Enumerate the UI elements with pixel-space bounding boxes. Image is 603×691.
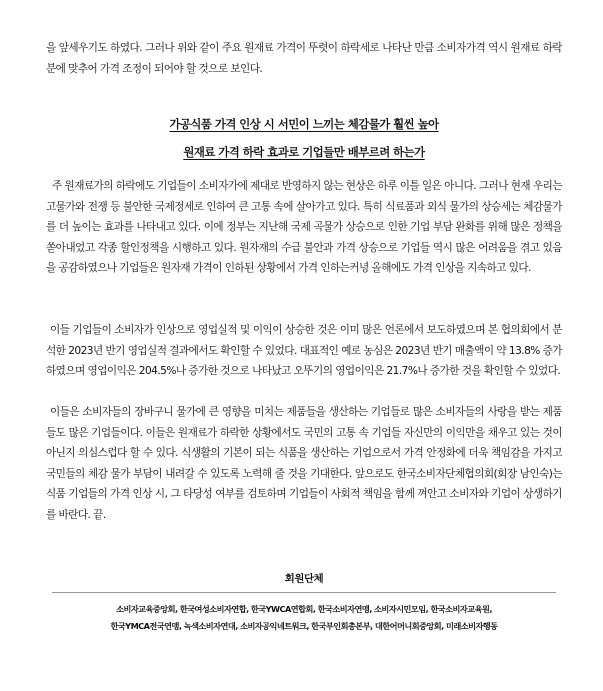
members-row-1: 소비자교육중앙회, 한국여성소비자연합, 한국YWCA연합회, 한국소비자연맹, 소비자시민모임, 한국소비자교육원,: [116, 604, 492, 614]
body-paragraph-1: 주 원재료가의 하락에도 기업들이 소비자가에 제대로 반영하지 않는 현상은 하루 이틀 일은 아니다. 그러나 현재 우리는 고물가와 전쟁 등 불안한 국제정세로 인하여 큰 고통 속에 살아가고 있다. 특히 식료품과 외식 물가의 상승세는 체감물가를 더 높이는 효과를 나타내고 있다. 이에 정부는 지난해 국제 곡물가 상승으로 인한 기업 부담 완화를 위해 많은 정책을 쏟아내었고 각종 할인정책을 시행하고 있다. 원자재의 수급 불안과 가격 상승으로 기업들 역시 많은 어려움을 겪고 있음을 공감하였으나 기업들은 원자재 가격이 인하된 상황에서 가격 인하는커녕 올해에도 가격 인상을 지속하고 있다.: [46, 180, 562, 275]
body-paragraph-2: 이들 기업들이 소비자가 인상으로 영업실적 및 이익이 상승한 것은 이미 많은 언론에서 보도하였으며 본 협의회에서 분석한 2023년 반기 영업실적 결과에서도 확인할 수 있었다. 대표적인 예로 농심은 2023년 반기 매출액이 약 13.8% 증가하였으며 영업이익은 204.5%나 증가한 것으로 나타났고 오뚜기의 영업이익은 21.7%나 증가한 것을 확인할 수 있었다.: [46, 324, 562, 378]
heading-line-1: 가공식품 가격 인상 시 서민이 느끼는 체감물가 훨씬 높아: [169, 117, 439, 131]
members-title: 회원단체: [284, 573, 324, 585]
members-list: [52, 601, 556, 635]
section-heading: [46, 110, 562, 166]
intro-paragraph: 을 앞세우기도 하였다. 그러나 위와 같이 주요 원재료 가격이 뚜렷이 하락세로 나타난 만큼 소비자가격 역시 원재료 하락분에 맞추어 가격 조정이 되어야 할 것으로 보인다.: [46, 42, 562, 75]
body-paragraph-3: 이들은 소비자들의 장바구니 물가에 큰 영향을 미치는 제품들을 생산하는 기업들로 많은 소비자들의 사랑을 받는 제품들도 많은 기업들이다. 이들은 원재료가 하락한 상황에서도 국민의 고통 속 기업들 자신만의 이익만을 채우고 있는 것이 아닌지 의심스럽다 할 수 있다. 식생활의 기본이 되는 식품을 생산하는 기업으로서 가격 안정화에 더욱 책임감을 가지고 국민들의 체감 물가 부담이 내려갈 수 있도록 노력해 줄 것을 기대한다. 앞으로도 한국소비자단체협의회(회장 남인숙)는 식품 기업들의 가격 인상 시, 그 타당성 여부를 검토하며 기업들이 사회적 책임을 함께 껴안고 소비자와 기업이 상생하기를 바란다. 끝.: [46, 406, 562, 521]
members-row-2: 한국YMCA전국연맹, 녹색소비자연대, 소비자공익네트워크, 한국부인회총본부, 대한어머니회중앙회, 미래소비자행동: [110, 621, 498, 631]
member-organizations: [52, 572, 556, 635]
members-divider: [52, 592, 556, 593]
heading-line-2: 원재료 가격 하락 효과로 기업들만 배부르려 하는가: [183, 145, 425, 159]
